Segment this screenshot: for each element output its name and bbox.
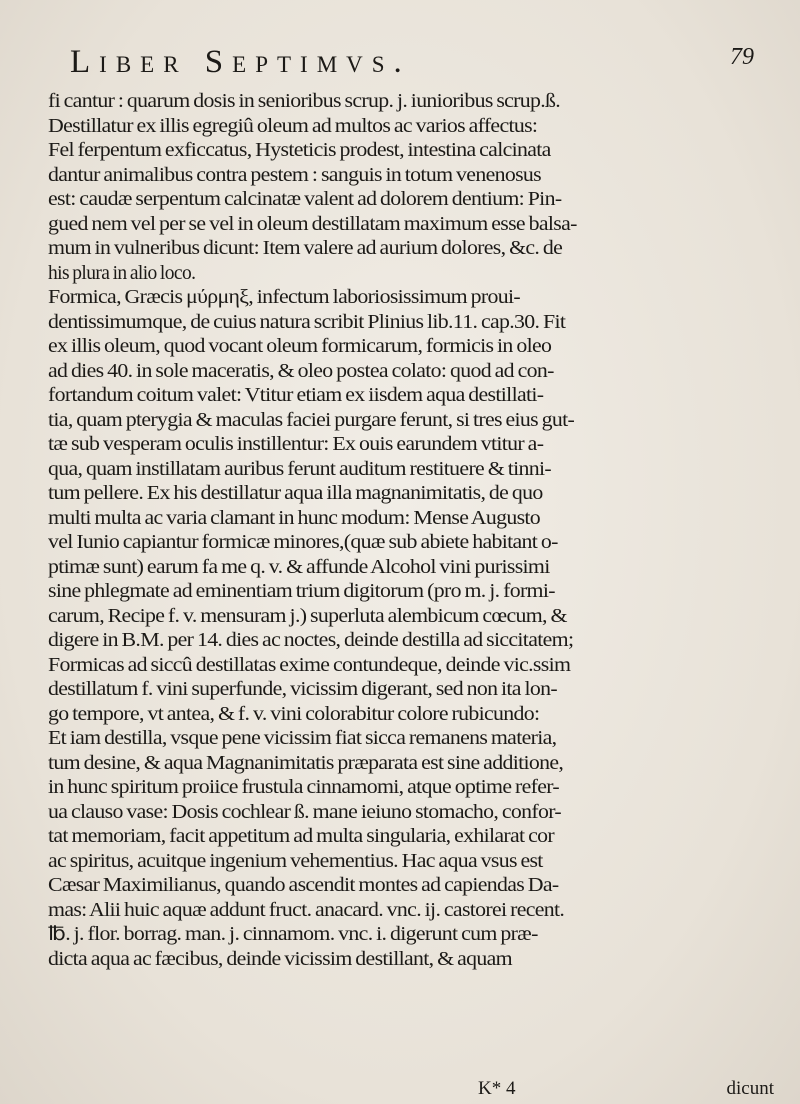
text-line: Formica, Græcis μύρμηξ, infectum laboriosissimum proui- [48,287,520,308]
text-line: fi cantur : quarum dosis in senioribus scrup. j. iunioribus scrup.ß. [48,91,561,112]
text-line: in hunc spiritum proiice frustula cinnamomi, atque optime refer- [48,777,560,798]
text-line: digere in B.M. per 14. dies ac noctes, deinde destilla ad siccitatem; [48,630,574,651]
text-line: ℔. j. flor. borrag. man. j. cinnamom. vnc. i. digerunt cum præ- [48,924,538,945]
text-line: go tempore, vt antea, & f. v. vini colorabitur colore rubicundo: [48,703,540,725]
text-line: ptimæ sunt) earum fa me q. v. & affunde Alcohol vini purissimi [48,556,550,578]
text-line: Formicas ad siccû destillatas exime contundeque, deinde vic.ssim [48,654,571,676]
text-line: Destillatur ex illis egregiû oleum ad multos ac varios affectus: [48,115,538,137]
catchword: dicunt [726,1078,774,1099]
text-line: fortandum coitum valet: Vtitur etiam ex iisdem aqua destillati- [48,385,544,406]
text-line: tum desine, & aqua Magnanimitatis præparata est sine additione, [48,752,564,774]
text-line: dicta aqua ac fæcibus, deinde vicissim destillant, & aquam [48,948,512,970]
text-line: ad dies 40. in sole maceratis, & oleo postea colato: quod ad con- [48,360,554,382]
text-line: mum in vulneribus dicunt: Item valere ad aurium dolores, &c. de [48,238,563,259]
text-line: destillatum f. vini superfunde, vicissim digerant, sed non ita lon- [48,679,558,700]
text-line: tia, quam pterygia & maculas faciei purgare ferunt, si tres eius gut- [48,409,575,431]
text-line: dantur animalibus contra pestem : sanguis in totum venenosus [48,164,541,186]
text-line: ex illis oleum, quod vocant oleum formicarum, formicis in oleo [48,336,552,357]
text-line: Cæsar Maximilianus, quando ascendit montes ad capiendas Da- [48,875,559,896]
text-line: tat memoriam, facit appetitum ad multa singularia, exhilarat cor [48,826,554,847]
text-line: ac spiritus, acuitque ingenium vehementius. Hac aqua vsus est [48,850,543,872]
body-text [48,90,778,972]
signature-mark: K* 4 [478,1078,516,1099]
text-line: multi multa ac varia clamant in hunc modum: Mense Augusto [48,507,541,529]
page-header [70,44,760,90]
text-line: tum pellere. Ex his destillatur aqua illa magnanimitatis, de quo [48,483,543,504]
text-line: Fel ferpentum exficcatus, Hysteticis prodest, intestina calcinata [48,140,551,161]
text-line: mas: Alii huic aquæ addunt fruct. anacard. vnc. ij. castorei recent. [48,899,565,921]
text-line: vel Iunio capiantur formicæ minores,(quæ sub abiete habitant o- [48,532,558,553]
text-line: tæ sub vesperam oculis instillentur: Ex ouis earundem vtitur a- [48,434,544,455]
text-line: his plura in alio loco. [48,262,196,284]
text-line: est: caudæ serpentum calcinatæ valent ad dolorem dentium: Pin- [48,189,562,210]
text-line: ua clauso vase: Dosis cochlear ß. mane ieiuno stomacho, confor- [48,801,561,823]
text-line: dentissimumque, de cuius natura scribit Plinius lib.11. cap.30. Fit [48,311,566,333]
text-line: sine phlegmate ad eminentiam trium digitorum (pro m. j. formi- [48,581,555,602]
text-line: qua, quam instillatam auribus ferunt auditum restituere & tinni- [48,458,552,480]
page-footer [48,1078,778,1102]
page-number: 79 [730,44,754,70]
text-line: Et iam destilla, vsque pene vicissim fiat sicca remanens materia, [48,728,557,749]
text-line: carum, Recipe f. v. mensuram j.) superluta alembicum cœcum, & [48,605,567,627]
text-line: gued nem vel per se vel in oleum destillatam maximum esse balsa- [48,213,577,235]
running-head: Liber Septimvs. [70,44,411,80]
